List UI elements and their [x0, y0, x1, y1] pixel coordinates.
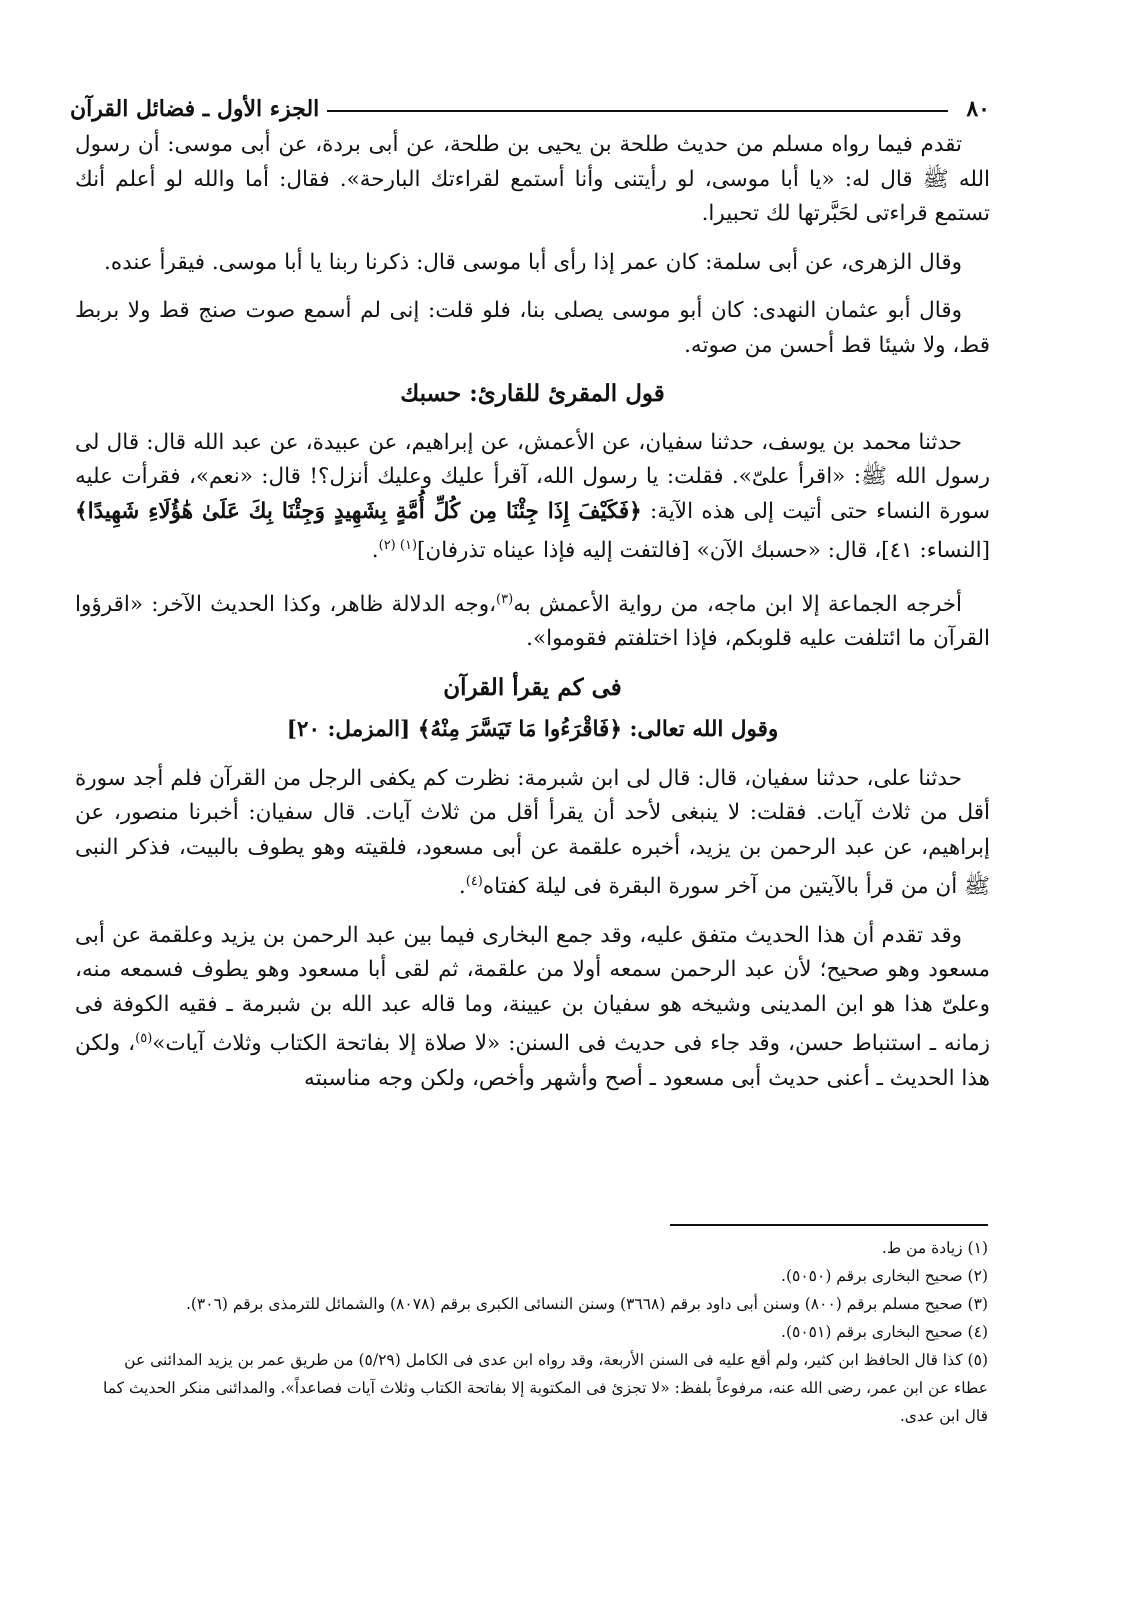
- section-heading: فى كم يقرأ القرآن: [443, 673, 622, 701]
- quran-verse: ﴿فَكَيْفَ إِذَا جِئْنَا مِن كُلِّ أُمَّةٍ بِشَهِيدٍ وَجِئْنَا بِكَ عَلَىٰ هَٰؤُلَاءِ شَهِيدًا﴾: [75, 498, 642, 524]
- footnote: (٥) كذا قال الحافظ ابن كثير، ولم أقع عليه فى السنن الأربعة، وقد رواه ابن عدى فى الكامل (٥/٢٩) من طريق عمر بن يزيد المدائنى عن عطاء عن ابن عمر، رضى الله عنه، مرفوعاً بلفظ: «لا تجزئ فى المكتوبة إلا بفاتحة الكتاب وثلاث آيات فصاعداً». والمدائنى منكر الحديث كما قال ابن عدى.: [102, 1351, 988, 1425]
- footnote-ref: (٥): [135, 1031, 153, 1047]
- footnote: (٢) صحيح البخارى برقم (٥٠٥٠).: [781, 1267, 988, 1285]
- header-rule: [327, 110, 948, 112]
- section-heading: قول المقرئ للقارئ: حسبك: [400, 380, 665, 407]
- paragraph-text: وقد تقدم أن هذا الحديث متفق عليه، وقد جمع البخارى فيما بين عبد الرحمن بن يزيد وعلقمة عن أبى مسعود وهو صحيح؛ لأن عبد الرحمن سمعه أولا من علقمة، ثم لقى أبا مسعود وهو يطوف فسمعه منه، وعلىّ هذا هو ابن المدينى وشيخه هو سفيان بن عيينة، وما قاله عبد الله بن شبرمة ـ فقيه الكوفة فى زمانه ـ استنباط حسن، وقد جاء فى حديث فى السنن: «لا صلاة إلا بفاتحة الكتاب وثلاث آيات»: [75, 922, 990, 1057]
- footnote: (١) زيادة من ط.: [881, 1239, 988, 1257]
- footnote-ref: (١) (٢): [378, 538, 418, 553]
- paragraph: حدثنا على، حدثنا سفيان، قال: قال لى ابن شبرمة: نظرت كم يكفى الرجل من القرآن فلم أجد سورة أقل من ثلاث آيات. فقلت: لا ينبغى لأحد أن يقرأ أقل من ثلاث آيات. قال سفيان: أخبرنا منصور، عن إبراهيم، عن عبد الرحمن بن يزيد، أخبره علقمة عن أبى مسعود، فلقيته وهو يطوف بالبيت، فذكر النبى ﷺ أن من قرأ بالآيتين من آخر سورة البقرة فى ليلة كفتاه$^{(٤)}$.: [75, 765, 990, 900]
- subheading-text: وقول الله تعالى:: [629, 717, 779, 743]
- paragraph: حدثنا محمد بن يوسف، حدثنا سفيان، عن الأعمش، عن إبراهيم، عن عبيدة، عن عبد الله قال: قال لى رسول الله ﷺ: «اقرأ علىّ». فقلت: يا رسول الله، آقرأ عليك وعليك أنزل؟! قال: «نعم»، فقرأت عليه سورة النساء حتى أتيت إلى هذه الآية: ﴿فَكَيْفَ إِذَا جِئْنَا مِن كُلِّ أُمَّةٍ بِشَهِيدٍ وَجِئْنَا بِكَ عَلَىٰ هَٰؤُلَاءِ شَهِيدًا﴾ [النساء: ٤١]، قال: «حسبك الآن» [فالتفت إليه فإذا عيناه تذرفان]$^{(١) (٢)}$.: [75, 429, 991, 564]
- page-number: ٨٠: [966, 96, 990, 122]
- running-title: الجزء الأول ـ فضائل القرآن: [70, 96, 320, 122]
- paragraph: [75, 583, 990, 657]
- paragraph: وقال أبو عثمان النهدى: كان أبو موسى يصلى بنا، فلو قلت: إنى لم أسمع صوت صنج قط ولا بربط قط، ولا شيئا قط أحسن من صوته.: [75, 298, 990, 358]
- section-subheading: [75, 713, 990, 748]
- footnote: (٤) صحيح البخارى برقم (٥٠٥١).: [781, 1323, 988, 1341]
- paragraph-text: حدثنا على، حدثنا سفيان، قال: قال لى ابن شبرمة: نظرت كم يكفى الرجل من القرآن فلم أجد سورة أقل من ثلاث آيات. فقلت: لا ينبغى لأحد أن يقرأ أقل من ثلاث آيات. قال سفيان: أخبرنا منصور، عن إبراهيم، عن عبد الرحمن بن يزيد، أخبره علقمة عن أبى مسعود، فلقيته وهو يطوف بالبيت، فذكر النبى ﷺ أن من قرأ بالآيتين من آخر سورة البقرة فى ليلة كفتاه: [75, 765, 990, 900]
- paragraph-text: [النساء: ٤١]، قال: «حسبك الآن» [فالتفت إليه فإذا عيناه تذرفان]: [417, 538, 990, 564]
- paragraph: وقال الزهرى، عن أبى سلمة: كان عمر إذا رأى أبا موسى قال: ذكرنا ربنا يا أبا موسى. فيقرأ عنده.: [104, 249, 962, 275]
- paragraph-text: حدثنا محمد بن يوسف، حدثنا سفيان، عن الأعمش، عن إبراهيم، عن عبيدة، عن عبد الله قال: قال لى رسول الله ﷺ: «اقرأ علىّ». فقلت: يا رسول الله، آقرأ عليك وعليك أنزل؟! قال: «نعم»، فقرأت عليه سورة النساء حتى أتيت إلى هذه الآية:: [75, 429, 991, 524]
- footnote-ref: (٣): [496, 591, 514, 607]
- footnote: (٣) صحيح مسلم برقم (٨٠٠) وسنن أبى داود برقم (٣٦٦٨) وسنن النسائى الكبرى برقم (٨٠٧٨) والشمائل للترمذى برقم (٣٠٦).: [185, 1295, 988, 1313]
- footnotes: [95, 1234, 988, 1430]
- page-header: [70, 86, 990, 122]
- paragraph-text: أخرجه الجماعة إلا ابن ماجه، من رواية الأعمش به: [513, 591, 962, 617]
- footnote-ref: (٤): [465, 874, 483, 890]
- main-text: [75, 128, 990, 1111]
- verse-reference: [المزمل: ٢٠]: [286, 717, 411, 743]
- paragraph: [75, 919, 990, 1097]
- paragraph-text: ،وجه الدلالة ظاهر، وكذا الحديث الآخر: «اقرؤوا القرآن ما ائتلفت عليه قلوبكم، فإذا اختلفتم فقوموا».: [75, 591, 990, 652]
- paragraph: تقدم فيما رواه مسلم من حديث طلحة بن يحيى بن طلحة، عن أبى بردة، عن أبى موسى: أن رسول الله ﷺ قال له: «يا أبا موسى، لو رأيتنى وأنا أستمع لقراءتك البارحة». فقال: أما والله لو أعلم أنك تستمع قراءتى لحَبَّرتها لك تحبيرا.: [75, 132, 990, 226]
- footnote-separator: [670, 1224, 988, 1226]
- paragraph-text: ، ولكن هذا الحديث ـ أعنى حديث أبى مسعود ـ أصح وأشهر وأخص، ولكن وجه مناسبته: [75, 1031, 990, 1092]
- quran-verse: ﴿فَاقْرَءُوا مَا تَيَسَّرَ مِنْهُ﴾: [417, 717, 622, 743]
